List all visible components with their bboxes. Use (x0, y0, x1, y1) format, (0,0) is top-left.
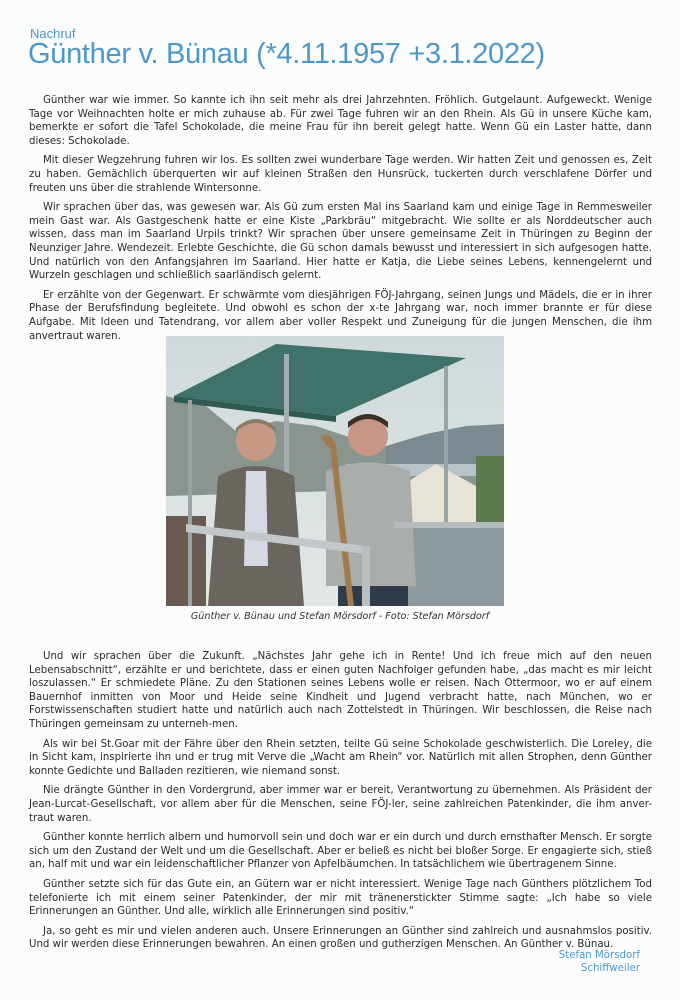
article-body-bottom (29, 650, 652, 958)
article-title: Günther v. Bünau (*4.11.1957 +3.1.2022) (28, 38, 545, 70)
paragraph: Wir sprachen über das, was gewesen war. Als Gü zum ersten Mal ins Saarland kam und einige Tage in Remmesweiler mein Gast war. Als Gastgeschenk hatte er eine Kiste „Parkbräu“ mitgebracht. Wie sollte er als Norddeutscher auch wissen, dass man im Saarland Urpils trinkt? Wir sprachen über unsere gemeinsame Zeit in Thüringen zu Beginn der Neunziger Jahre. Wendezeit. Erlebte Geschichte, die Gü schon damals bewusst und interessiert in sich aufgesogen hatte. Und natürlich von den Anfangsjahren im Saarland. Hier hatte er Katja, die Liebe seines Lebens, kennengelernt und Wurzeln geschlagen und schließlich saarländisch gelernt. (29, 202, 652, 282)
article-kicker: Nachruf (30, 26, 76, 41)
photo-caption: Günther v. Bünau und Stefan Mörsdorf - Foto: Stefan Mörsdorf (190, 611, 490, 622)
author-place: Schiffweiler (580, 963, 640, 974)
article-photo (166, 336, 504, 606)
paragraph: Er erzählte von der Gegenwart. Er schwärmte vom diesjährigen FÖJ-Jahrgang, seinen Jungs und Mädels, die er in ihrer Phase der Berufsfindung begleitete. Und obwohl es schon der x-te Jahrgang war, noch immer brannte er für diese Aufgabe. Mit Ideen und Tatendrang, vor allem aber voller Respekt und Zuneigung für die jungen Menschen, die ihm anvertraut waren. (29, 289, 652, 342)
author-signature (559, 949, 640, 975)
paragraph: Günther setzte sich für das Gute ein, an Gütern war er nicht interessiert. Wenige Tage nach Günthers plötzlichem Tod telefonierte ich mit einem seiner Patenkinder, der mir mit tränenerstickter Stimme sagte: „Ich habe so viele Erinnerungen an Günther. Und alle, wirklich alle Erinnerungen sind positiv.“ (29, 878, 652, 918)
paragraph: Nie drängte Günther in den Vordergrund, aber immer war er bereit, Verantwortung zu übernehmen. Als Präsident der Jean-Lurcat-Gesellschaft, vor allem aber für die Menschen, seine FÖJ-ler, seine zahlreichen Patenkinder, die ihm anver-traut waren. (29, 785, 652, 824)
paragraph: Als wir bei St.Goar mit der Fähre über den Rhein setzten, teilte Gü seine Schokolade geschwisterlich. Die Loreley, die in Sicht kam, inspirierte ihn und er trug mit Verve die „Wacht am Rhein“ vor. Natürlich mit allen Strophen, denn Günther konnte Gedichte und Balladen rezitieren, wie niemand sonst. (29, 738, 652, 777)
paragraph: Günther konnte herrlich albern und humorvoll sein und doch war er ein durch und durch ernsthafter Mensch. Er sorgte sich um den Zustand der Welt und um die Gesellschaft. Aber er beließ es nicht bei bloßer Sorge. Er engagierte sich, stieß an, half mit und war ein leidenschaftlicher Pflanzer von Apfelbäumchen. In tatsächlichem wie übertragenem Sinne. (29, 832, 652, 871)
paragraph: Ja, so geht es mir und vielen anderen auch. Unsere Erinnerungen an Günther sind zahlreich und ausnahmslos positiv. Und wir werden diese Erinnerungen bewahren. An einen großen und gutherzigen Menschen. An Günther v. Bünau. (29, 925, 652, 951)
photo-illustration (166, 336, 504, 606)
paragraph: Günther war wie immer. So kannte ich ihn seit mehr als drei Jahrzehnten. Fröhlich. Gutgelaunt. Aufgeweckt. Wenige Tage vor Weihnachten holte er mich zuhause ab. Für zwei Tage fuhren wir an den Rhein. Als Gü in unsere Küche kam, bemerkte er sofort die Tafel Schokolade, die meine Frau für ihn bereit gelegt hatte. Wenn Gü ein Laster hatte, dann dieses: Schokolade. (29, 95, 652, 147)
author-name: Stefan Mörsdorf (558, 950, 640, 961)
paragraph: Und wir sprachen über die Zukunft. „Nächstes Jahr gehe ich in Rente! Und ich freue mich auf den neuen Lebensabschnitt“, erzählte er und berichtete, dass er einen guten Nachfolger gefunden habe, „das macht es mir leicht loszulassen.“ Er schmiedete Pläne. Zu den Stationen seines Lebens wolle er reisen. Nach Ottermoor, wo er auf einem Bauernhof inmitten von Moor und Heide seine Kindheit und Jugend verbracht hatte, nach München, wo er Forstwissenschaften studiert hatte und natürlich auch nach Zottelstedt in Thüringen. Wir beschlossen, die Reise nach Thüringen gemeinsam zu unterneh-men. (29, 651, 652, 730)
paragraph: Mit dieser Wegzehrung fuhren wir los. Es sollten zwei wunderbare Tage werden. Wir hatten Zeit und genossen es, Zeit zu haben. Gemächlich überquerten wir auf kleinen Straßen den Hunsrück, tuckerten durch verschlafene Dörfer und freuten uns über die strahlende Wintersonne. (29, 155, 652, 194)
article-body-top (29, 94, 652, 349)
